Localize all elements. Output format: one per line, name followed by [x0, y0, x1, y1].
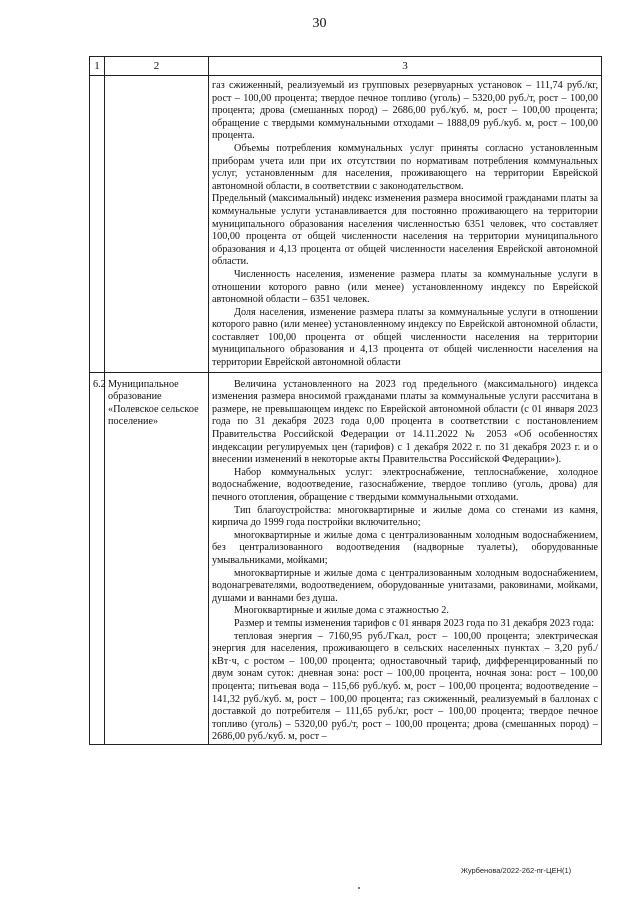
description-paragraph: Набор коммунальных услуг: электроснабжение, теплоснабжение, холодное водоснабжение, водоотведение, газоснабжение, твердое топливо (уголь, дрова) для печного отопления, обращение с твердыми коммунальными отходами. — [212, 466, 598, 503]
municipality-name — [105, 76, 209, 373]
tariff-table — [89, 56, 602, 745]
scan-dot — [358, 887, 360, 889]
table-header-row — [90, 57, 602, 76]
description-paragraph: Тип благоустройства: многоквартирные и жилые дома со стенами из камня, кирпича до 1999 года постройки включительно; — [212, 504, 598, 529]
description-paragraph: Многоквартирные и жилые дома с этажностью 2. — [234, 605, 449, 617]
description-paragraph: тепловая энергия – 7160,95 руб./Гкал, рост – 100,00 процента; электрическая энергия для населения, проживающего в сельских населенных пунктах – 3,20 руб./кВт·ч, с ростом – 100,00 процента; одноставочный тариф, дифференцированный по двум зонам суток: дневная зона: рост – 100,00 процента, ночная зона: рост – 100,00 процента; питьевая вода – 115,66 руб./куб. м, рост – 100,00 процента; водоотведение – 141,32 руб./куб. м, рост – 100,00 процента; газ сжиженный, реализуемый в баллонах с доставкой до потребителя – 111,65 руб./кг, рост – 100,00 процента; твердое печное топливо (уголь) – 5320,00 руб./т, рост – 100,00 процента; дрова (смешанных пород) – 2686,00 руб./куб. м, рост – — [212, 630, 598, 743]
header-col-1: 1 — [90, 57, 105, 76]
page-number: 30 — [312, 16, 327, 31]
document-footer-id: Журбенова/2022-262-пг-ЦЕН(1) — [461, 866, 572, 875]
municipality-name: Муниципальное образование «Полевское сельское поселение» — [105, 372, 209, 744]
description-paragraph: Численность населения, изменение размера платы за коммунальные услуги в отношении которого равно (или менее) установленному индексу по Еврейской автономной области – 6351 человек. — [212, 268, 598, 306]
description-paragraph: газ сжиженный, реализуемый из групповых резервуарных установок – 111,74 руб./кг, рост – 100,00 процента; твердое печное топливо (уголь) – 5320,00 руб./т, рост – 100,00 процента; дрова (смешанных пород) – 2686,00 руб./куб. м, рост – 100,00 процента; обращение с твердыми коммунальными отходами – 1888,09 руб./куб. м, рост – 100,00 процента. — [212, 80, 598, 142]
row-number: 6.2 — [90, 372, 105, 744]
header-col-3: 3 — [209, 57, 602, 76]
description-paragraph: Размер и темпы изменения тарифов с 01 января 2023 года по 31 декабря 2023 года: — [234, 617, 594, 629]
description-paragraph: Доля населения, изменение размера платы за коммунальные услуги в отношении которого равно (или менее) установленному индексу по Еврейской автономной области, составляет 100,00 процента от общей численности населения на территории муниципального образования и 4,13 процента от общей численности населения на территории Еврейской автономной области — [212, 306, 598, 369]
header-col-2: 2 — [105, 57, 209, 76]
table-row — [90, 76, 602, 373]
row-description — [209, 76, 602, 373]
description-paragraph: многоквартирные и жилые дома с централизованным холодным водоснабжением, водонагревателями, водоотведением, оборудованные унитазами, раковинами, мойками, душами и ваннами без душа. — [212, 567, 598, 604]
description-paragraph: Предельный (максимальный) индекс изменения размера вносимой гражданами платы за коммунальные услуги устанавливается для постоянно проживающего на территории муниципального образования населения численностью 6351 человек, что составляет 100,00 процента от общей численности населения на территории муниципального образования и 4,13 процента от общей численности населения Еврейской автономной области. — [212, 193, 598, 268]
row-description — [209, 372, 602, 744]
description-paragraph: многоквартирные и жилые дома с централизованным холодным водоснабжением, без централизованного водоотведения (надворные туалеты), оборудованные умывальниками, мойками; — [212, 529, 598, 566]
table-row — [90, 372, 602, 744]
row-number — [90, 76, 105, 373]
description-paragraph: Объемы потребления коммунальных услуг приняты согласно установленным приборам учета или при их отсутствии по нормативам потребления коммунальных услуг, установленным для населения, проживающего на территории Еврейской автономной области, в соответствии с законодательством. — [212, 142, 598, 192]
description-paragraph: Величина установленного на 2023 год предельного (максимального) индекса изменения размера вносимой гражданами платы за коммунальные услуги рассчитана в размере, не превышающем индекс по Еврейской автономной области (с 01 января 2023 года по 31 декабря 2023 года 0,00 процента в соответствии с постановлением Правительства Российской Федерации от 14.11.2022 № 2053 «Об особенностях индексации регулируемых цен (тарифов) с 1 декабря 2022 г. по 31 декабря 2023 г. и о внесении изменений в некоторые акты Правительства Российской Федерации»). — [212, 378, 598, 466]
